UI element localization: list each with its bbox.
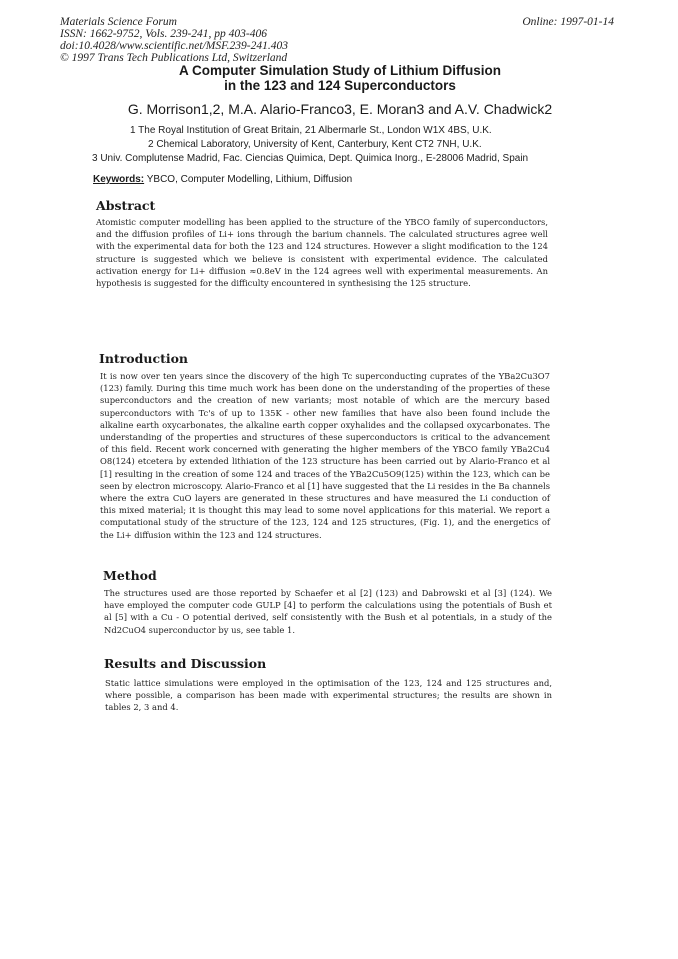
- introduction-heading: Introduction: [99, 351, 189, 366]
- affiliation-1: 1 The Royal Institution of Great Britain, 21 Albermarle St., London W1X 4BS, U.K.: [130, 125, 492, 136]
- affiliation-3: 3 Univ. Complutense Madrid, Fac. Ciencias Quimica, Dept. Quimica Inorg., E-28006 Madrid, Spain: [92, 153, 529, 164]
- method-heading: Method: [103, 568, 157, 583]
- method-text: The structures used are those reported by Schaefer et al [2] (123) and Dabrowski et al [3] (124). We have employed the computer code GULP [4] to perform the calculations using the potentials of Bush et al [5] with a Cu - O potential derived, self consistently with the Bush et al potentials, in a study of the Nd2CuO4 superconductor by us, see table 1.: [104, 588, 552, 635]
- title-line-1: A Computer Simulation Study of Lithium Diffusion: [179, 63, 501, 78]
- issn: ISSN: 1662-9752, Vols. 239-241, pp 403-406: [60, 28, 267, 40]
- affiliation-2: 2 Chemical Laboratory, University of Kent, Canterbury, Kent CT2 7NH, U.K.: [148, 139, 482, 150]
- keywords: [93, 174, 352, 185]
- keywords-list: YBCO, Computer Modelling, Lithium, Diffusion: [146, 174, 353, 185]
- journal-header: [60, 16, 288, 64]
- paper-title: [90, 63, 590, 93]
- results-heading: Results and Discussion: [104, 656, 267, 671]
- results-text: Static lattice simulations were employed in the optimisation of the 123, 124 and 125 structures and, where possible, a comparison has been made with experimental structures; the results are shown in tables 2, 3 and 4.: [105, 678, 552, 713]
- title-line-2: in the 123 and 124 Superconductors: [224, 78, 456, 93]
- authors: G. Morrison1,2, M.A. Alario-Franco3, E. Moran3 and A.V. Chadwick2: [127, 101, 553, 117]
- journal-name: Materials Science Forum: [60, 16, 177, 28]
- doi: doi:10.4028/www.scientific.net/MSF.239-241.403: [60, 40, 288, 52]
- keywords-label: Keywords:: [93, 174, 145, 185]
- abstract-text: Atomistic computer modelling has been applied to the structure of the YBCO family of superconductors, and the diffusion profiles of Li+ ions through the barium channels. The calculated structures agree well with the experimental data for both the 123 and 124 structures. However a slight modification to the 124 structure is suggested which we believe is consistent with experimental evidence. The calculated activation energy for Li+ diffusion ≈0.8eV in the 124 agrees well with experimental measurements. An hypothesis is suggested for the difficulty encountered in synthesising the 125 structure.: [96, 217, 548, 289]
- introduction-text: It is now over ten years since the discovery of the high Tc superconducting cuprates of the YBa2Cu3O7 (123) family. During this time much work has been done on the understanding of the properties of these superconductors and the creation of new variants; most notable of which are the mercury based superconductors with Tc's of up to 135K - other new families that have also been found include the alkaline earth oxycarbonates, the alkaline earth copper oxyhalides and the collapsed oxycarbonates. The understanding of the properties and structures of these superconductors is critical to the advancement of this field. Recent work concerned with generating the higher members of the YBCO family YBa2Cu4 O8(124) etcetera by extended lithiation of the 123 structure has been carried out by Alario-Franco et al [1] resulting in the creation of some 124 and traces of the YBa2Cu5O9(125) within the 123, which can be seen by electron microscopy. Alario-Franco et al [1] have suggested that the Li resides in the Ba channels where the extra CuO layers are generated in these structures and have measured the Li conduction of this mixed material; it is thought this may lead to some novel applications for this material. We report a computational study of the structure of the 123, 124 and 125 structures, (Fig. 1), and the energetics of the Li+ diffusion within the 123 and 124 structures.: [100, 371, 550, 540]
- online-date: Online: 1997-01-14: [522, 16, 614, 28]
- abstract-heading: Abstract: [96, 198, 156, 213]
- copyright: © 1997 Trans Tech Publications Ltd, Switzerland: [60, 52, 288, 64]
